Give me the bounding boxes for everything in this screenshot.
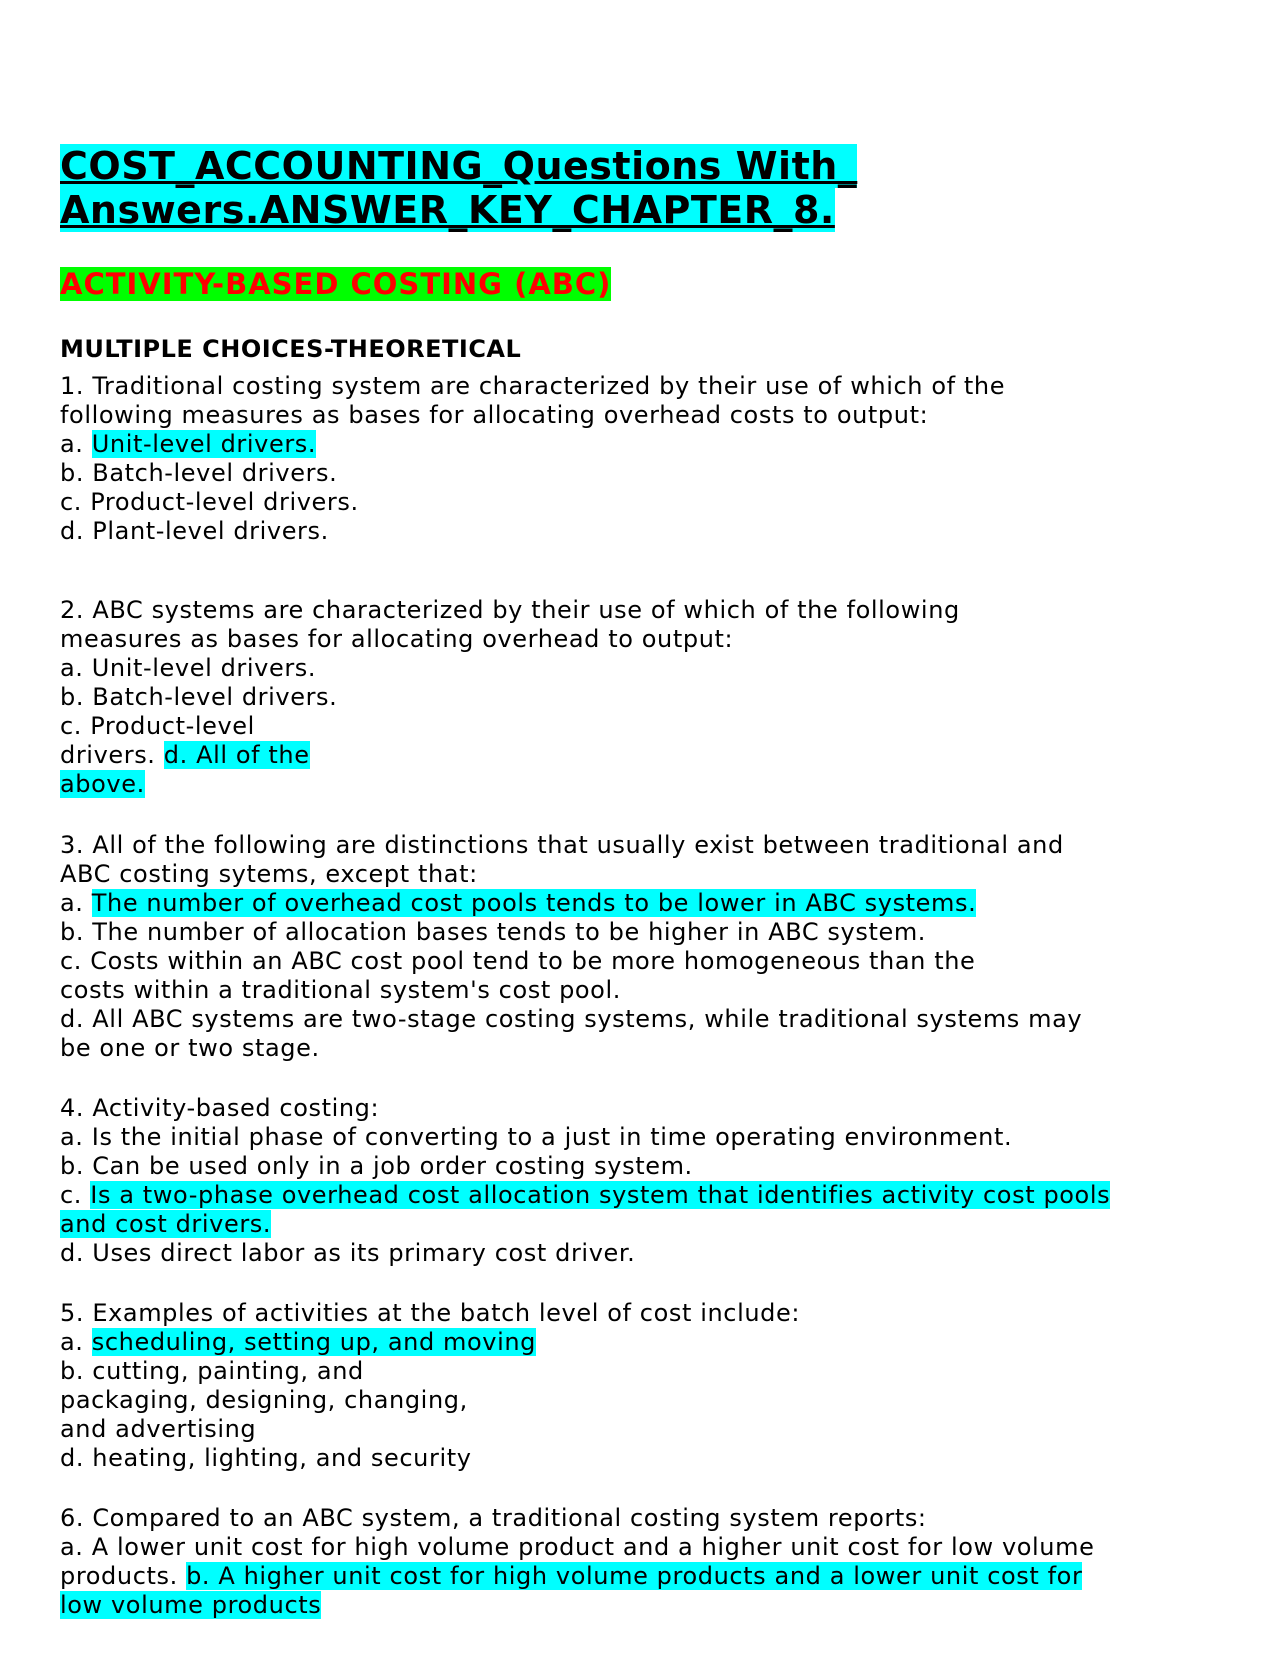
q6-answer-highlight-cont: low volume products <box>60 1591 322 1619</box>
q4-option-d: d. Uses direct labor as its primary cost driver. <box>60 1239 636 1267</box>
q3-answer-highlight: The number of overhead cost pools tends to be lower in ABC systems. <box>91 889 977 917</box>
question-2 <box>60 596 960 799</box>
q2-option-c: c. Product-level <box>60 712 255 740</box>
q5-answer-highlight: scheduling, setting up, and moving <box>91 1328 537 1356</box>
q5-option-a: a. scheduling, setting up, and moving <box>60 1328 537 1356</box>
q5-option-b-cont-1: packaging, designing, changing, <box>60 1386 468 1414</box>
q5-stem: 5. Examples of activities at the batch level of cost include: <box>60 1299 801 1327</box>
q2-option-b: b. Batch-level drivers. <box>60 683 338 711</box>
q6-answer-highlight: b. A higher unit cost for high volume products and a lower unit cost for <box>186 1562 1083 1590</box>
q4-option-b: b. Can be used only in a job order costing system. <box>60 1152 693 1180</box>
chapter-subtitle <box>60 266 611 302</box>
q3-stem-line-2: ABC costing sytems, except that: <box>60 860 478 888</box>
q3-option-d: d. All ABC systems are two-stage costing systems, while traditional systems may <box>60 1005 1083 1033</box>
q6-option-a: a. A lower unit cost for high volume product and a higher unit cost for low volume <box>60 1533 1095 1561</box>
question-5 <box>60 1299 800 1473</box>
q6-stem: 6. Compared to an ABC system, a traditional costing system reports: <box>60 1504 927 1532</box>
q2-option-a: a. Unit-level drivers. <box>60 654 317 682</box>
q2-option-c-cont: drivers. d. All of the <box>60 741 310 769</box>
q5-option-b: b. cutting, painting, and <box>60 1357 364 1385</box>
q4-option-c-cont <box>60 1210 1110 1239</box>
chapter-subtitle-text: ACTIVITY-BASED COSTING (ABC) <box>60 267 612 301</box>
q2-stem-line-1: 2. ABC systems are characterized by their use of which of the following <box>60 596 960 624</box>
q3-stem-line-1: 3. All of the following are distinctions that usually exist between traditional and <box>60 831 1064 859</box>
q5-option-b-cont-2: and advertising <box>60 1415 257 1443</box>
q2-option-d-cont <box>60 770 960 799</box>
q1-stem-line-2: following measures as bases for allocating overhead costs to output: <box>60 401 929 429</box>
question-4 <box>60 1094 1110 1268</box>
q1-option-d: d. Plant-level drivers. <box>60 517 329 545</box>
q4-option-a: a. Is the initial phase of converting to a just in time operating environment. <box>60 1123 1013 1151</box>
q3-option-d-cont: be one or two stage. <box>60 1034 320 1062</box>
q1-stem-line-1: 1. Traditional costing system are characterized by their use of which of the <box>60 372 1006 400</box>
q3-option-c-cont: costs within a traditional system's cost pool. <box>60 976 621 1004</box>
question-3 <box>60 831 1082 1063</box>
q1-option-c: c. Product-level drivers. <box>60 488 359 516</box>
q5-option-d: d. heating, lighting, and security <box>60 1444 472 1472</box>
q2-answer-highlight-cont: above. <box>60 770 145 798</box>
q1-answer-highlight: Unit-level drivers. <box>91 430 317 458</box>
q4-answer-highlight-cont: and cost drivers. <box>60 1210 272 1238</box>
q1-option-a: a. Unit-level drivers. <box>60 430 317 458</box>
q1-option-b: b. Batch-level drivers. <box>60 459 338 487</box>
q3-option-c: c. Costs within an ABC cost pool tend to be more homogeneous than the <box>60 947 976 975</box>
q4-option-c: c. Is a two-phase overhead cost allocation system that identifies activity cost pools <box>60 1181 1111 1209</box>
q3-option-a: a. The number of overhead cost pools tends to be lower in ABC systems. <box>60 889 977 917</box>
q2-answer-highlight: d. All of the <box>163 741 310 769</box>
title-line-1: COST_ACCOUNTING_Questions With_ <box>60 144 858 188</box>
question-1 <box>60 372 1005 546</box>
q4-stem: 4. Activity-based costing: <box>60 1094 380 1122</box>
q6-option-b-cont <box>60 1591 1094 1620</box>
q6-option-a-cont: products. b. A higher unit cost for high volume products and a lower unit cost for <box>60 1562 1083 1590</box>
title-line-2: Answers.ANSWER_KEY_CHAPTER_8. <box>60 188 835 232</box>
question-6 <box>60 1504 1094 1620</box>
section-heading: MULTIPLE CHOICES-THEORETICAL <box>60 335 522 363</box>
q4-answer-highlight: Is a two-phase overhead cost allocation system that identifies activity cost pools <box>90 1181 1111 1209</box>
document-title <box>60 144 857 232</box>
q2-stem-line-2: measures as bases for allocating overhead to output: <box>60 625 734 653</box>
q3-option-b: b. The number of allocation bases tends to be higher in ABC system. <box>60 918 927 946</box>
